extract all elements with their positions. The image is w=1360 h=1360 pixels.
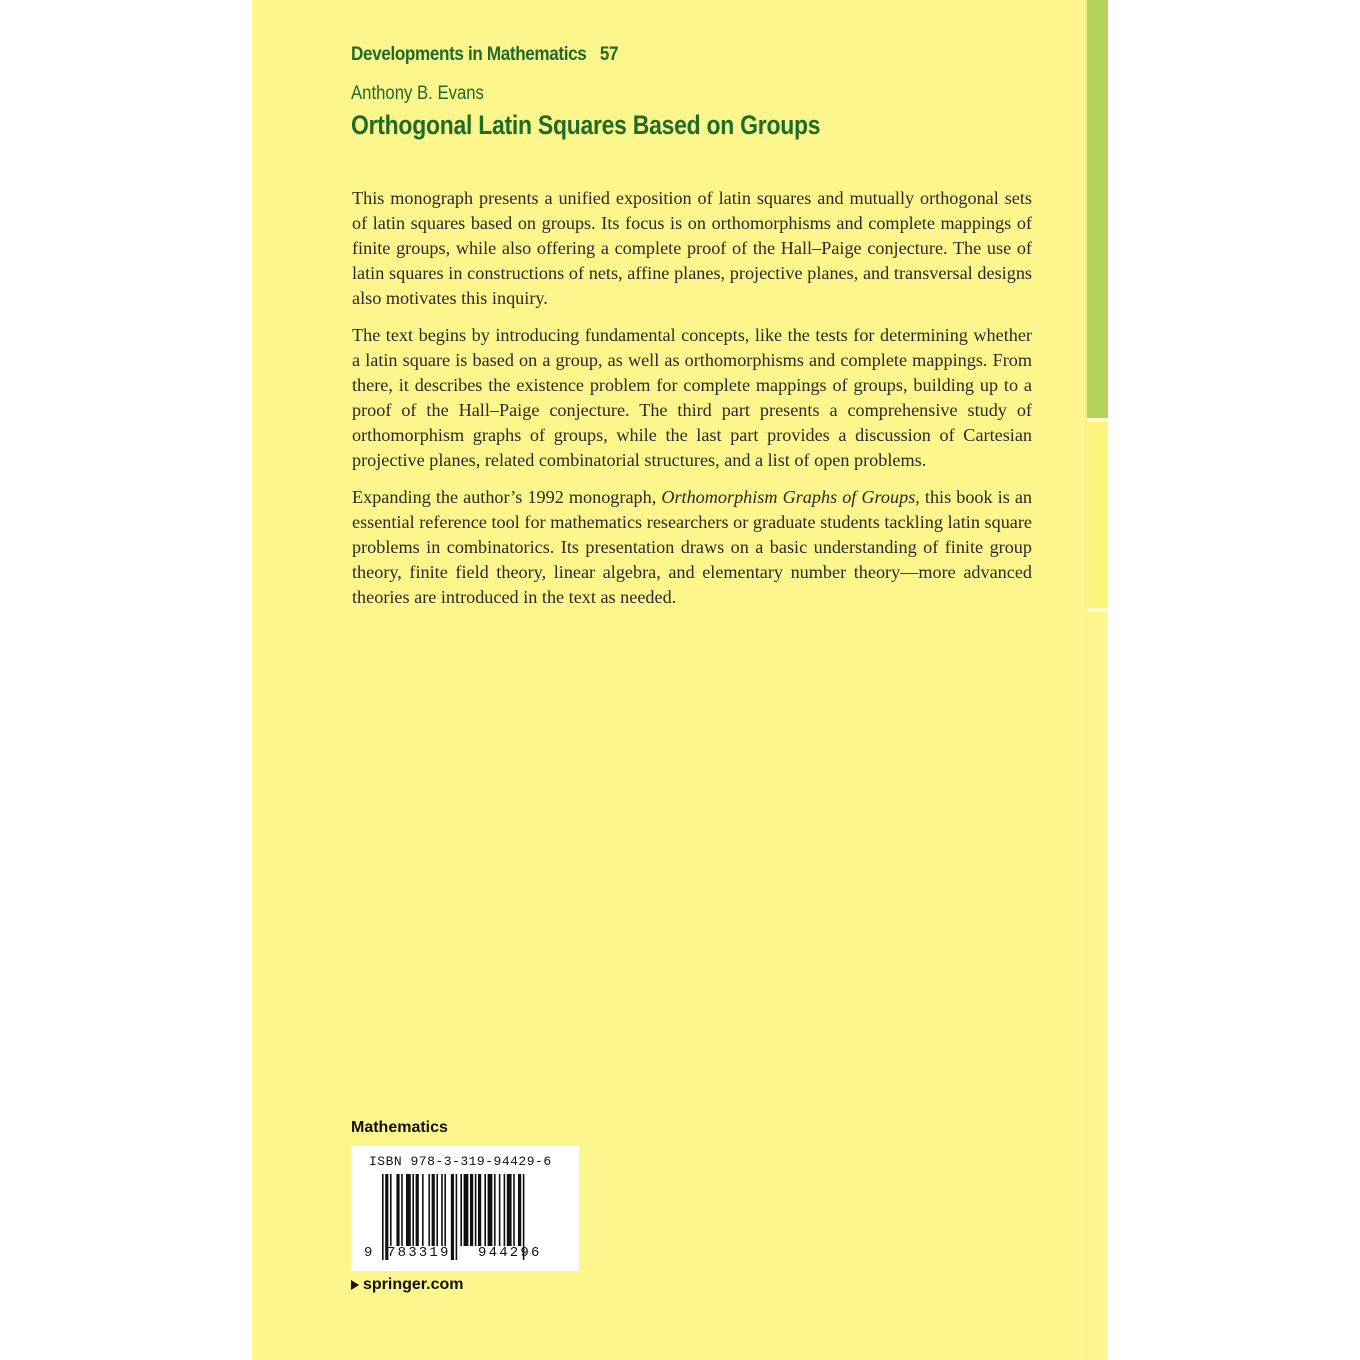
spine-yellow-band [1087, 422, 1108, 608]
barcode-icon [351, 1146, 579, 1271]
description-paragraph: This monograph presents a unified exposition of latin squares and mutually orthogonal sets of latin squares based on groups. Its focus is on orthomorphisms and complete mappings of finite groups, while also offering a complete proof of the Hall–Paige conjecture. The use of latin squares in constructions of nets, affine planes, projective planes, and transversal designs also motivates this inquiry. [352, 188, 1032, 308]
barcode-digits-right: 944296 [478, 1245, 542, 1261]
description-paragraph: Expanding the author’s 1992 monograph, Orthomorphism Graphs of Groups, this book is an essential reference tool for mathematics researchers or graduate students tackling latin square problems in combinatorics. Its presentation draws on a basic understanding of finite group theory, finite field theory, linear algebra, and elementary number theory—more advanced theories are introduced in the text as needed. [352, 487, 1033, 607]
barcode-panel [351, 1146, 579, 1271]
website-link[interactable] [351, 1276, 463, 1294]
author-name: Anthony B. Evans [351, 83, 484, 104]
description-paragraph: The text begins by introducing fundamental concepts, like the tests for determining whether a latin square is based on a group, as well as orthomorphisms and complete mappings. From there, it describes the existence problem for complete mappings of groups, building up to a proof of the Hall–Paige conjecture. The third part presents a comprehensive study of orthomorphism graphs of groups, while the last part provides a discussion of Cartesian projective planes, related combinatorial structures, and a list of open problems. [352, 325, 1032, 470]
isbn-text: ISBN 978-3-319-94429-6 [369, 1154, 552, 1169]
series-number: 57 [599, 44, 619, 65]
spine-green-band [1087, 0, 1108, 418]
series-name: Developments in Mathematics [351, 44, 587, 65]
website-text: springer.com [363, 1276, 464, 1293]
barcode-first-digit: 9 [364, 1245, 375, 1261]
arrow-right-icon [351, 1280, 359, 1290]
book-title: Orthogonal Latin Squares Based on Groups [351, 110, 821, 140]
barcode-digits-left: 783319 [387, 1245, 451, 1261]
subject-label: Mathematics [351, 1119, 448, 1136]
cited-title: Orthomorphism Graphs of Groups [661, 487, 916, 507]
spine-lower-band [1087, 612, 1108, 1360]
series-title [351, 44, 618, 66]
description-text [352, 186, 1032, 622]
